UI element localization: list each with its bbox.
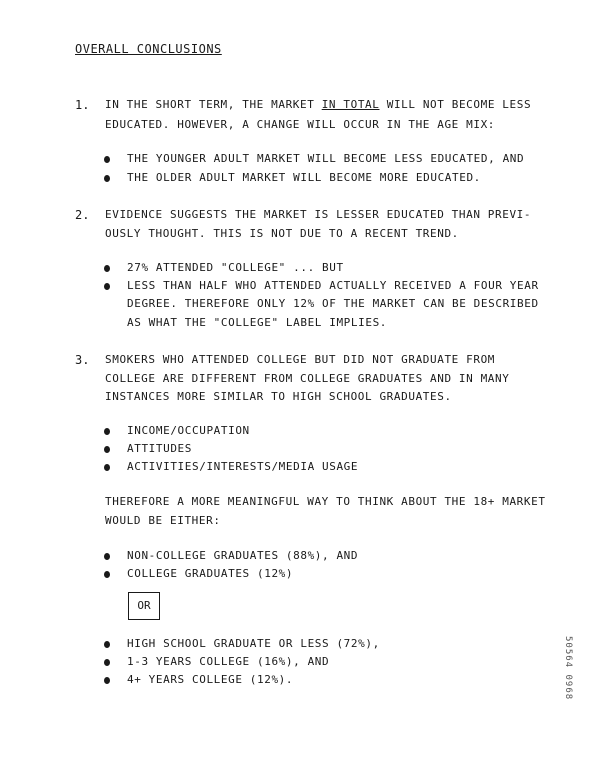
or-box: OR xyxy=(128,592,160,620)
bullet-icon xyxy=(104,428,110,435)
bullet-icon xyxy=(104,553,110,560)
point-3-line-1: SMOKERS WHO ATTENDED COLLEGE BUT DID NOT GRADUATE FROM xyxy=(105,353,496,366)
point-1-line-1b: WILL NOT BECOME LESS xyxy=(386,98,532,111)
bullet-icon xyxy=(104,156,110,163)
point-2-line-1: EVIDENCE SUGGESTS THE MARKET IS LESSER EDUCATED THAN PREVI- xyxy=(105,208,532,221)
option-a-2: COLLEGE GRADUATES (12%) xyxy=(127,567,294,580)
point-3-bullet-3: ACTIVITIES/INTERESTS/MEDIA USAGE xyxy=(127,460,359,473)
page-title: OVERALL CONCLUSIONS xyxy=(75,42,222,56)
point-2-bullet-2-line-1: LESS THAN HALF WHO ATTENDED ACTUALLY RECEIVED A FOUR YEAR xyxy=(127,279,539,292)
option-a-1: NON-COLLEGE GRADUATES (88%), AND xyxy=(127,549,359,562)
therefore-line-1: THEREFORE A MORE MEANINGFUL WAY TO THINK ABOUT THE 18+ MARKET xyxy=(105,495,546,508)
point-3-line-2: COLLEGE ARE DIFFERENT FROM COLLEGE GRADUATES AND IN MANY xyxy=(105,372,510,385)
bullet-icon xyxy=(104,641,110,648)
option-b-3: 4+ YEARS COLLEGE (12%). xyxy=(127,673,294,686)
point-2-line-2: OUSLY THOUGHT. THIS IS NOT DUE TO A RECENT TREND. xyxy=(105,227,459,240)
point-3-bullet-2: ATTITUDES xyxy=(127,442,193,455)
point-1-emphasis: IN TOTAL xyxy=(321,98,380,111)
point-1-bullet-1: THE YOUNGER ADULT MARKET WILL BECOME LESS EDUCATED, AND xyxy=(127,152,525,165)
bullet-icon xyxy=(104,659,110,666)
point-1-line-1 xyxy=(105,98,531,111)
bullet-icon xyxy=(104,283,110,290)
bullet-icon xyxy=(104,571,110,578)
point-1-number: 1. xyxy=(75,98,90,112)
option-b-2: 1-3 YEARS COLLEGE (16%), AND xyxy=(127,655,330,668)
document-id-stamp: 50564 0968 xyxy=(563,636,573,701)
point-3-number: 3. xyxy=(75,353,90,367)
point-1-line-1a: IN THE SHORT TERM, THE MARKET xyxy=(105,98,315,111)
therefore-line-2: WOULD BE EITHER: xyxy=(105,514,221,527)
bullet-icon xyxy=(104,464,110,471)
point-1-bullet-2: THE OLDER ADULT MARKET WILL BECOME MORE EDUCATED. xyxy=(127,171,481,184)
bullet-icon xyxy=(104,446,110,453)
point-2-bullet-1: 27% ATTENDED "COLLEGE" ... BUT xyxy=(127,261,344,274)
point-3-line-3: INSTANCES MORE SIMILAR TO HIGH SCHOOL GRADUATES. xyxy=(105,390,452,403)
bullet-icon xyxy=(104,265,110,272)
bullet-icon xyxy=(104,175,110,182)
point-2-number: 2. xyxy=(75,208,90,222)
point-2-bullet-2-line-3: AS WHAT THE "COLLEGE" LABEL IMPLIES. xyxy=(127,316,388,329)
point-3-bullet-1: INCOME/OCCUPATION xyxy=(127,424,250,437)
bullet-icon xyxy=(104,677,110,684)
point-2-bullet-2-line-2: DEGREE. THEREFORE ONLY 12% OF THE MARKET CAN BE DESCRIBED xyxy=(127,297,539,310)
point-1-line-2: EDUCATED. HOWEVER, A CHANGE WILL OCCUR IN THE AGE MIX: xyxy=(105,118,496,131)
option-b-1: HIGH SCHOOL GRADUATE OR LESS (72%), xyxy=(127,637,380,650)
